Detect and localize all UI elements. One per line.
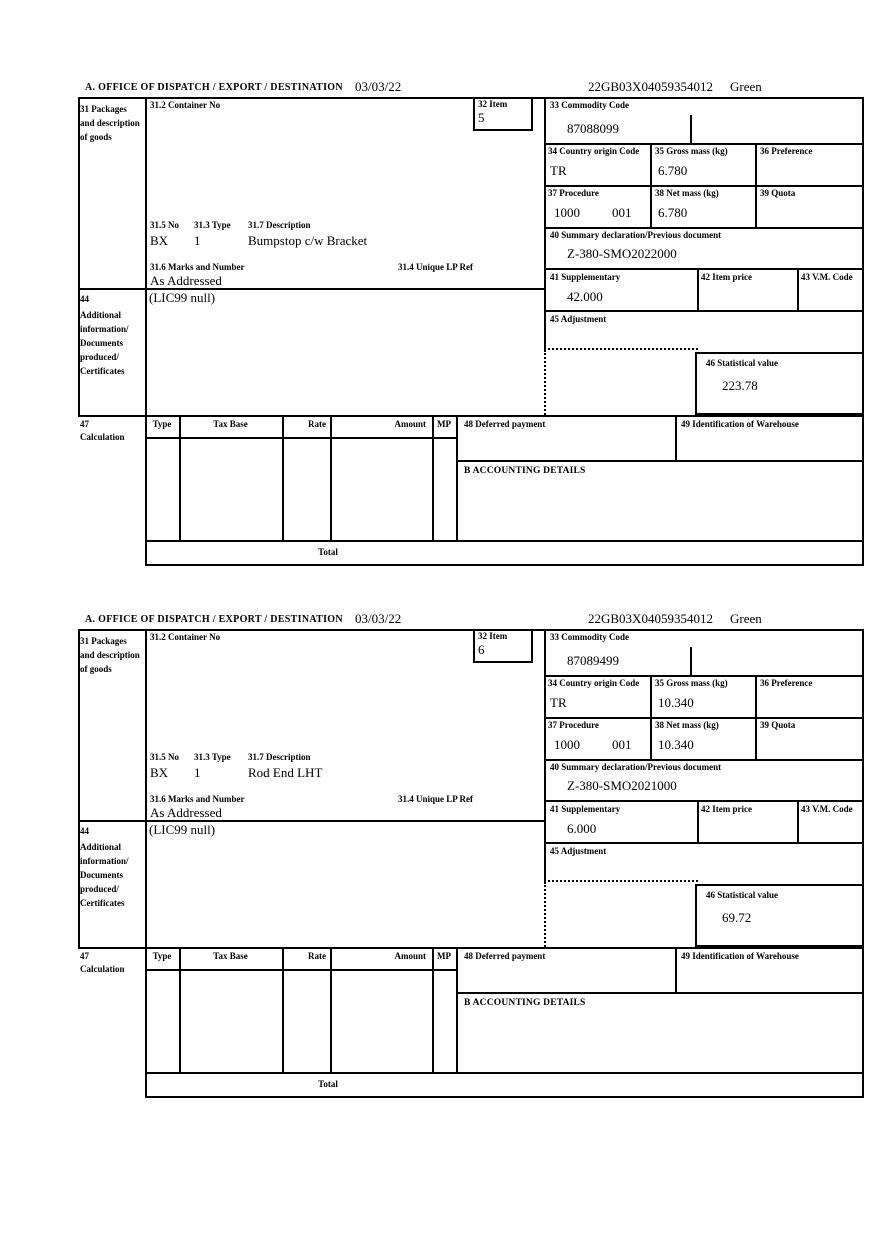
- declaration-item-section: [78, 610, 864, 1100]
- procedure-value: 1000: [554, 205, 580, 220]
- box47-calculation-label: Calculation: [80, 432, 125, 442]
- border-line: [544, 717, 864, 719]
- box34-origin-label: 34 Country origin Code: [548, 678, 640, 688]
- border-line: [675, 947, 677, 994]
- border-line: [544, 675, 864, 677]
- border-line: [282, 947, 284, 1072]
- box32-item-label: 32 Item: [478, 99, 508, 109]
- box42-item-price-label: 42 Item price: [701, 804, 752, 814]
- box43-vm-code-label: 43 V.M. Code: [801, 272, 853, 282]
- border-line: [544, 97, 546, 350]
- office-of-dispatch-header: A. OFFICE OF DISPATCH / EXPORT / DESTINATION: [85, 82, 343, 93]
- border-line: [145, 540, 864, 542]
- box46-statistical-label: 46 Statistical value: [706, 890, 778, 900]
- border-line: [145, 1072, 864, 1074]
- accounting-details-label: B ACCOUNTING DETAILS: [464, 998, 586, 1008]
- goods-description-value: Bumpstop c/w Bracket: [248, 233, 368, 248]
- office-of-dispatch-header: A. OFFICE OF DISPATCH / EXPORT / DESTINATION: [85, 614, 343, 625]
- additional-info-value: (LIC99 null): [149, 822, 216, 837]
- tax-type-column-header: Type: [152, 951, 172, 961]
- border-line: [544, 800, 864, 802]
- border-line: [432, 415, 434, 540]
- border-line: [755, 675, 757, 761]
- border-line: [78, 947, 864, 949]
- total-label: Total: [318, 1079, 338, 1089]
- border-line: [697, 800, 699, 844]
- procedure-value: 1000: [554, 737, 580, 752]
- movement-reference-number: 22GB03X04059354012: [588, 79, 713, 94]
- box38-net-mass-label: 38 Net mass (kg): [655, 188, 719, 198]
- border-line: [650, 675, 652, 761]
- border-line: [650, 143, 652, 229]
- supplementary-value: 6.000: [567, 821, 597, 836]
- border-line: [456, 947, 458, 1072]
- commodity-code-divider: [690, 647, 692, 675]
- box39-quota-label: 39 Quota: [760, 720, 796, 730]
- statistical-value: 69.72: [722, 910, 752, 925]
- box37-procedure-label: 37 Procedure: [548, 720, 599, 730]
- tax-base-column-header: Tax Base: [213, 951, 248, 961]
- amount-column-header: Amount: [394, 419, 426, 429]
- box44-number-label: 44: [80, 826, 89, 836]
- border-line: [78, 629, 864, 631]
- border-line: [456, 460, 864, 462]
- movement-reference-number: 22GB03X04059354012: [588, 611, 713, 626]
- box48-deferred-payment-label: 48 Deferred payment: [464, 951, 546, 961]
- tax-base-column-header: Tax Base: [213, 419, 248, 429]
- box44-number-label: 44: [80, 294, 89, 304]
- country-origin-value: TR: [550, 163, 567, 178]
- box47-number-label: 47: [80, 951, 89, 961]
- border-line: [697, 268, 699, 312]
- dispatch-date: 03/03/22: [355, 611, 402, 626]
- box41-supplementary-label: 41 Supplementary: [550, 804, 621, 814]
- commodity-code-value: 87088099: [567, 121, 619, 136]
- box31-7-description-label: 31.7 Description: [248, 752, 311, 762]
- box41-supplementary-label: 41 Supplementary: [550, 272, 621, 282]
- border-line: [179, 947, 181, 1072]
- country-origin-value: TR: [550, 695, 567, 710]
- box38-net-mass-label: 38 Net mass (kg): [655, 720, 719, 730]
- box31-2-container-label: 31.2 Container No: [150, 632, 221, 642]
- box31-4-lp-ref-label: 31.4 Unique LP Ref: [398, 794, 474, 804]
- box35-gross-mass-label: 35 Gross mass (kg): [655, 146, 728, 156]
- box31-5-no-label: 31.5 No: [150, 220, 179, 230]
- border-line: [755, 143, 757, 229]
- box49-warehouse-label: 49 Identification of Warehouse: [681, 419, 799, 429]
- package-type-value: 1: [194, 765, 201, 780]
- marks-value: As Addressed: [150, 273, 222, 288]
- border-line: [675, 415, 677, 462]
- border-line: [456, 992, 864, 994]
- package-type-value: 1: [194, 233, 201, 248]
- previous-document-value: Z-380-SMO2021000: [567, 778, 677, 793]
- box33-commodity-label: 33 Commodity Code: [550, 100, 629, 110]
- border-line: [145, 97, 147, 417]
- net-mass-value: 6.780: [658, 205, 688, 220]
- border-line: [862, 97, 864, 566]
- box31-4-lp-ref-label: 31.4 Unique LP Ref: [398, 262, 474, 272]
- box45-adjustment-label: 45 Adjustment: [550, 846, 607, 856]
- border-line: [432, 947, 434, 1072]
- item-number-value: 6: [478, 642, 485, 657]
- border-line: [179, 415, 181, 540]
- border-line: [145, 437, 458, 439]
- border-line: [544, 268, 864, 270]
- box31-7-description-label: 31.7 Description: [248, 220, 311, 230]
- rate-column-header: Rate: [308, 419, 326, 429]
- border-line: [544, 143, 864, 145]
- dotted-divider: [544, 882, 546, 947]
- box34-origin-label: 34 Country origin Code: [548, 146, 640, 156]
- box32-item-label: 32 Item: [478, 631, 508, 641]
- procedure-ext-value: 001: [612, 205, 632, 220]
- mp-column-header: MP: [437, 419, 451, 429]
- box36-preference-label: 36 Preference: [760, 146, 813, 156]
- item-number-value: 5: [478, 110, 485, 125]
- border-line: [330, 947, 332, 1072]
- box45-adjustment-label: 45 Adjustment: [550, 314, 607, 324]
- previous-document-value: Z-380-SMO2022000: [567, 246, 677, 261]
- border-line: [145, 564, 864, 566]
- box31-6-marks-label: 31.6 Marks and Number: [150, 794, 245, 804]
- border-line: [544, 310, 864, 312]
- box46-statistical-label: 46 Statistical value: [706, 358, 778, 368]
- box47-calculation-label: Calculation: [80, 964, 125, 974]
- box42-item-price-label: 42 Item price: [701, 272, 752, 282]
- box36-preference-label: 36 Preference: [760, 678, 813, 688]
- gross-mass-value: 6.780: [658, 163, 688, 178]
- border-line: [145, 1096, 864, 1098]
- box31-3-type-label: 31.3 Type: [194, 752, 231, 762]
- border-line: [145, 969, 458, 971]
- additional-info-value: (LIC99 null): [149, 290, 216, 305]
- border-line: [544, 759, 864, 761]
- box49-warehouse-label: 49 Identification of Warehouse: [681, 951, 799, 961]
- border-line: [456, 415, 458, 540]
- box33-commodity-label: 33 Commodity Code: [550, 632, 629, 642]
- commodity-code-value: 87089499: [567, 653, 619, 668]
- declaration-item-section: [78, 78, 864, 568]
- dispatch-date: 03/03/22: [355, 79, 402, 94]
- border-line: [78, 415, 864, 417]
- box39-quota-label: 39 Quota: [760, 188, 796, 198]
- routing-status: Green: [730, 611, 762, 626]
- mp-column-header: MP: [437, 951, 451, 961]
- border-line: [797, 268, 799, 312]
- border-line: [330, 415, 332, 540]
- total-label: Total: [318, 547, 338, 557]
- box31-packages-label: 31 Packages and description of goods: [80, 636, 140, 674]
- border-line: [145, 629, 147, 949]
- box31-6-marks-label: 31.6 Marks and Number: [150, 262, 245, 272]
- dotted-divider: [544, 350, 546, 415]
- box37-procedure-label: 37 Procedure: [548, 188, 599, 198]
- border-line: [797, 800, 799, 844]
- statistical-value: 223.78: [722, 378, 758, 393]
- accounting-details-label: B ACCOUNTING DETAILS: [464, 466, 586, 476]
- border-line: [544, 227, 864, 229]
- border-line: [544, 842, 864, 844]
- box31-5-no-label: 31.5 No: [150, 752, 179, 762]
- package-no-value: BX: [150, 233, 169, 248]
- package-no-value: BX: [150, 765, 169, 780]
- goods-description-value: Rod End LHT: [248, 765, 323, 780]
- box31-3-type-label: 31.3 Type: [194, 220, 231, 230]
- box43-vm-code-label: 43 V.M. Code: [801, 804, 853, 814]
- procedure-ext-value: 001: [612, 737, 632, 752]
- box47-number-label: 47: [80, 419, 89, 429]
- gross-mass-value: 10.340: [658, 695, 694, 710]
- supplementary-value: 42.000: [567, 289, 603, 304]
- rate-column-header: Rate: [308, 951, 326, 961]
- box44-additional-info-label: Additional information/ Documents produced/ Certificates: [80, 310, 129, 376]
- tax-type-column-header: Type: [152, 419, 172, 429]
- routing-status: Green: [730, 79, 762, 94]
- marks-value: As Addressed: [150, 805, 222, 820]
- border-line: [862, 629, 864, 1098]
- commodity-code-divider: [690, 115, 692, 143]
- box40-previous-doc-label: 40 Summary declaration/Previous document: [550, 230, 722, 240]
- box31-2-container-label: 31.2 Container No: [150, 100, 221, 110]
- border-line: [544, 629, 546, 882]
- border-line: [544, 185, 864, 187]
- box31-packages-label: 31 Packages and description of goods: [80, 104, 140, 142]
- box35-gross-mass-label: 35 Gross mass (kg): [655, 678, 728, 688]
- box48-deferred-payment-label: 48 Deferred payment: [464, 419, 546, 429]
- box44-additional-info-label: Additional information/ Documents produced/ Certificates: [80, 842, 129, 908]
- net-mass-value: 10.340: [658, 737, 694, 752]
- dotted-divider: [544, 348, 698, 350]
- box40-previous-doc-label: 40 Summary declaration/Previous document: [550, 762, 722, 772]
- border-line: [78, 97, 864, 99]
- amount-column-header: Amount: [394, 951, 426, 961]
- dotted-divider: [544, 880, 698, 882]
- border-line: [282, 415, 284, 540]
